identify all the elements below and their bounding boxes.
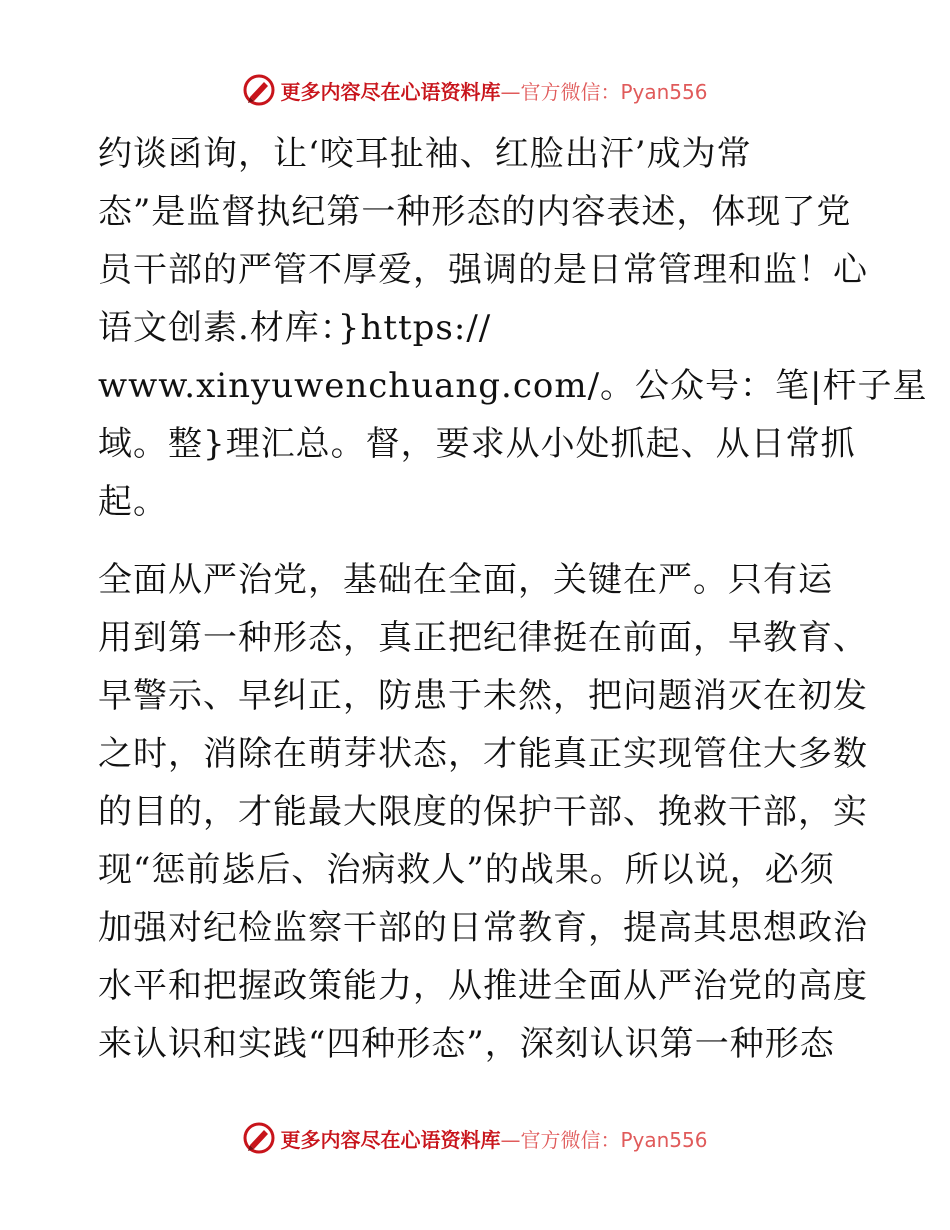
text-line: 域。整}理汇总。督，要求从小处抓起、从日常抓 xyxy=(98,424,856,464)
text-line: 用到第一种形态，真正把纪律挺在前面，早教育、 xyxy=(98,618,868,658)
header-banner-main-text: 更多内容尽在心语资料库 xyxy=(280,79,501,104)
text-line: 全面从严治党，基础在全面，关键在严。只有运 xyxy=(98,560,833,600)
text-line: 水平和把握政策能力，从推进全面从严治党的高度 xyxy=(98,966,868,1006)
text-line: 起。 xyxy=(98,482,168,522)
footer-banner xyxy=(0,1118,950,1158)
footer-banner-sub-text: —官方微信：Pyan556 xyxy=(500,1127,708,1152)
paragraph-gap xyxy=(98,531,858,551)
footer-banner-main-text: 更多内容尽在心语资料库 xyxy=(280,1127,501,1152)
text-line: 语文创素.材库：}https:// xyxy=(98,308,492,348)
text-line: 加强对纪检监察干部的日常教育，提高其思想政治 xyxy=(98,908,868,948)
text-line: 早警示、早纠正，防患于未然，把问题消灭在初发 xyxy=(98,676,868,716)
document-body xyxy=(98,125,928,1073)
text-line: 态”是监督执纪第一种形态的内容表述，体现了党 xyxy=(98,192,852,232)
paragraph-1 xyxy=(98,125,928,531)
text-line: 之时，消除在萌芽状态，才能真正实现管住大多数 xyxy=(98,734,868,774)
pen-logo-icon xyxy=(242,73,276,107)
text-line: www.xinyuwenchuang.com/。公众号：笔|杆子星 xyxy=(98,366,928,406)
pen-logo-icon xyxy=(242,1121,276,1155)
header-banner xyxy=(0,70,950,110)
text-line: 员干部的严管不厚爱，强调的是日常管理和监！心 xyxy=(98,250,868,290)
text-line: 的目的，才能最大限度的保护干部、挽救干部，实 xyxy=(98,792,868,832)
text-line: 来认识和实践“四种形态”，深刻认识第一种形态 xyxy=(98,1024,835,1064)
paragraph-2 xyxy=(98,551,868,1073)
text-line: 现“惩前毖后、治病救人”的战果。所以说，必须 xyxy=(98,850,835,890)
header-banner-sub-text: —官方微信：Pyan556 xyxy=(500,79,708,104)
text-line: 约谈函询，让‘咬耳扯袖、红脸出汗’成为常 xyxy=(98,134,752,174)
